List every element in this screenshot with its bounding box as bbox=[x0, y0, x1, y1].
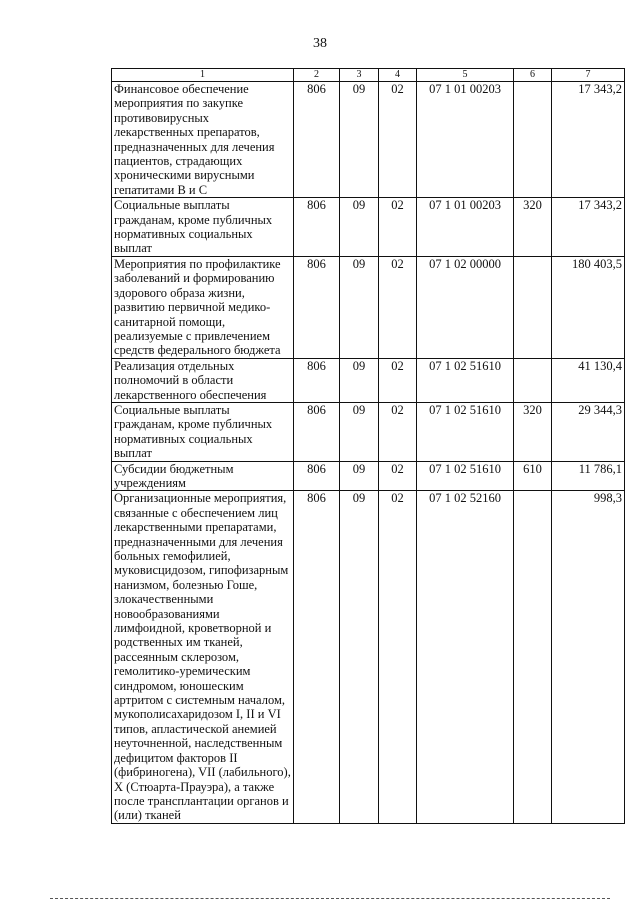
column-header: 6 bbox=[514, 69, 552, 82]
grbs-code: 806 bbox=[294, 491, 340, 823]
row-name: Субсидии бюджетным учреждениям bbox=[112, 461, 294, 491]
target-article-code: 07 1 02 51610 bbox=[417, 358, 514, 402]
column-header: 3 bbox=[340, 69, 379, 82]
header-row bbox=[112, 69, 625, 82]
expense-type-code bbox=[514, 82, 552, 198]
table-row bbox=[112, 358, 625, 402]
target-article-code: 07 1 02 51610 bbox=[417, 461, 514, 491]
column-header: 7 bbox=[552, 69, 625, 82]
row-name: Организационные мероприятия, связанные с обеспечением лиц лекарственными препаратами, предназначенными для лечения больных гемофилией, муковисцидозом, гипофизарным нанизмом, болезнью Гоше, злокачественными новообразованиями лимфоидной, кроветворной и родственных им тканей, рассеянным склерозом, гемолитико-уремическим синдромом, юношеским артритом с системным началом, мукополисахаридозом I, II и VI типов, апластической анемией неуточненной, наследственным дефицитом факторов II (фибриногена), VII (лабильного), X (Стюарта-Прауэра), а также после трансплантации органов и (или) тканей bbox=[112, 491, 294, 823]
amount: 180 403,5 bbox=[552, 256, 625, 358]
column-header: 5 bbox=[417, 69, 514, 82]
column-header: 2 bbox=[294, 69, 340, 82]
target-article-code: 07 1 02 00000 bbox=[417, 256, 514, 358]
grbs-code: 806 bbox=[294, 461, 340, 491]
amount: 11 786,1 bbox=[552, 461, 625, 491]
subsection-code: 02 bbox=[379, 358, 417, 402]
row-name: Социальные выплаты гражданам, кроме публичных нормативных социальных выплат bbox=[112, 198, 294, 257]
expense-type-code bbox=[514, 256, 552, 358]
expense-type-code: 320 bbox=[514, 198, 552, 257]
page-bottom-divider bbox=[50, 898, 610, 899]
table-row bbox=[112, 256, 625, 358]
row-name: Финансовое обеспечение мероприятия по закупке противовирусных лекарственных препаратов, предназначенных для лечения пациентов, страдающих хроническими вирусными гепатитами В и С bbox=[112, 82, 294, 198]
expense-type-code bbox=[514, 491, 552, 823]
subsection-code: 02 bbox=[379, 402, 417, 461]
amount: 29 344,3 bbox=[552, 402, 625, 461]
column-header: 1 bbox=[112, 69, 294, 82]
section-code: 09 bbox=[340, 358, 379, 402]
subsection-code: 02 bbox=[379, 82, 417, 198]
amount: 17 343,2 bbox=[552, 82, 625, 198]
grbs-code: 806 bbox=[294, 358, 340, 402]
page-number: 38 bbox=[313, 36, 327, 51]
subsection-code: 02 bbox=[379, 461, 417, 491]
expense-type-code: 610 bbox=[514, 461, 552, 491]
section-code: 09 bbox=[340, 461, 379, 491]
section-code: 09 bbox=[340, 82, 379, 198]
section-code: 09 bbox=[340, 256, 379, 358]
subsection-code: 02 bbox=[379, 491, 417, 823]
table-row bbox=[112, 198, 625, 257]
section-code: 09 bbox=[340, 491, 379, 823]
table-row bbox=[112, 461, 625, 491]
table-row bbox=[112, 82, 625, 198]
grbs-code: 806 bbox=[294, 198, 340, 257]
row-name: Реализация отдельных полномочий в области лекарственного обеспечения bbox=[112, 358, 294, 402]
amount: 17 343,2 bbox=[552, 198, 625, 257]
grbs-code: 806 bbox=[294, 82, 340, 198]
row-name: Мероприятия по профилактике заболеваний и формированию здорового образа жизни, развитию первичной медико-санитарной помощи, реализуемые с привлечением средств федерального бюджета bbox=[112, 256, 294, 358]
target-article-code: 07 1 02 51610 bbox=[417, 402, 514, 461]
column-header: 4 bbox=[379, 69, 417, 82]
expense-type-code bbox=[514, 358, 552, 402]
subsection-code: 02 bbox=[379, 256, 417, 358]
expense-type-code: 320 bbox=[514, 402, 552, 461]
target-article-code: 07 1 02 52160 bbox=[417, 491, 514, 823]
target-article-code: 07 1 01 00203 bbox=[417, 198, 514, 257]
budget-table bbox=[111, 68, 625, 824]
section-code: 09 bbox=[340, 402, 379, 461]
target-article-code: 07 1 01 00203 bbox=[417, 82, 514, 198]
grbs-code: 806 bbox=[294, 256, 340, 358]
amount: 998,3 bbox=[552, 491, 625, 823]
table-row bbox=[112, 491, 625, 823]
table-row bbox=[112, 402, 625, 461]
row-name: Социальные выплаты гражданам, кроме публичных нормативных социальных выплат bbox=[112, 402, 294, 461]
section-code: 09 bbox=[340, 198, 379, 257]
grbs-code: 806 bbox=[294, 402, 340, 461]
amount: 41 130,4 bbox=[552, 358, 625, 402]
subsection-code: 02 bbox=[379, 198, 417, 257]
